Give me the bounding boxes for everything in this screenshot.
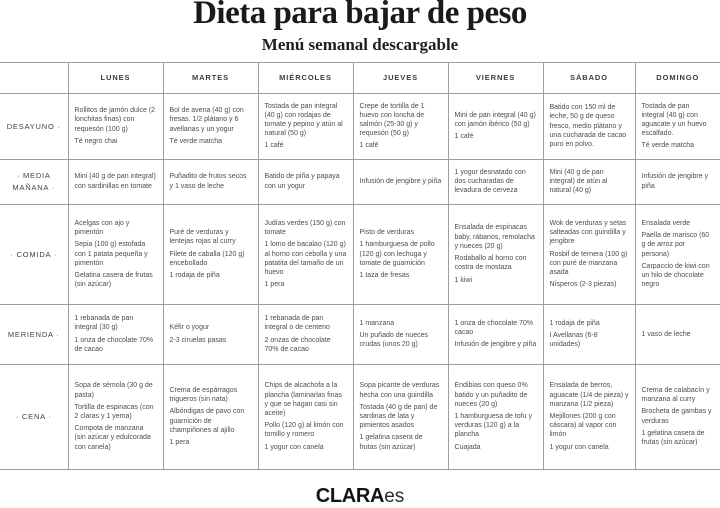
menu-cell	[543, 204, 635, 304]
menu-item-text: Wok de verduras y setas salteadas con guindilla y jengibre	[549, 219, 627, 246]
menu-cell	[448, 204, 543, 304]
menu-item-text: Chips de alcachofa a la plancha (laminarlas finas y que se hagan casi sin aceite)	[264, 382, 342, 417]
menu-item-text: Té negro chai	[74, 137, 118, 145]
menu-cell	[258, 364, 353, 469]
menu-item-text: 1 lomo de bacalao (120 g) al horno con cebolla y una patatita del tamaño de un huevo	[264, 241, 347, 276]
menu-item-text: Mini (40 g de pan integral) de atún al natural (40 g)	[549, 168, 608, 195]
menu-cell	[353, 159, 448, 204]
brand-logo: CLARA	[315, 485, 385, 507]
menu-item-text: Pisto de verduras	[359, 229, 414, 237]
menu-item-text: Batido de piña y papaya con un yogur	[264, 173, 340, 190]
menu-item-text: 1 rodaja de piña	[169, 271, 220, 279]
menu-cell	[163, 159, 258, 204]
meal-row	[0, 304, 720, 364]
menu-cell	[635, 159, 720, 204]
menu-item-text: Judías verdes (150 g) con tomate	[264, 219, 346, 237]
meal-row	[0, 93, 720, 159]
menu-item-text: 1 rebanada de pan integral o de centeno	[264, 315, 330, 332]
day-header: VIERNES	[448, 62, 543, 93]
menu-cell	[258, 204, 353, 304]
menu-item-text: Crepe de tortilla de 1 huevo con loncha de salmón (25-30 g) y requesón (50 g)	[359, 102, 425, 138]
menu-cell	[258, 304, 353, 364]
menu-item-text: Compota de manzana (sin azúcar y edulcorada con canela)	[74, 425, 151, 451]
menu-item-text: 1 café	[359, 142, 379, 150]
menu-item-text: 1 rodaja de piña	[549, 319, 600, 327]
menu-cell	[543, 364, 635, 469]
menu-item-text: 1 vaso de leche	[641, 330, 691, 338]
menu-item-text: Mini (40 g de pan integral) con sardinillas en tomate	[74, 173, 156, 190]
menu-item-text: Té verde matcha	[641, 142, 695, 150]
menu-cell	[353, 304, 448, 364]
menu-item-text: 1 gelatina casera de frutas (sin azúcar)	[359, 434, 423, 451]
menu-item-text: Bol de avena (40 g) con fresas. 1/2 plátano y 6 avellanas y un yogur	[169, 107, 244, 133]
menu-item-text: 1 onza de chocolate 70% cacao	[454, 319, 534, 336]
menu-item-text: Mejillones (200 g con cáscara) al vapor con limón	[549, 413, 617, 439]
menu-item-text: Sopa picante de verduras hecha con una guindilla	[359, 382, 440, 399]
menu-item-text: 1 yogur con canela	[549, 443, 609, 451]
menu-item-text: Ensalada de berros, aguacate (1/4 de pieza) y manzana (1/2 pieza)	[549, 382, 629, 408]
menu-item-text: Cuajada	[454, 443, 481, 451]
meal-row	[0, 364, 720, 469]
menu-item-text: Un puñado de nueces crudas (unos 20 g)	[359, 332, 428, 349]
footer	[0, 485, 720, 508]
menu-item-text: Rollitos de jamón dulce (2 lonchitas finas) con requesón (100 g)	[74, 107, 156, 133]
menu-item-text: 1 café	[264, 142, 284, 150]
menu-cell	[163, 93, 258, 159]
menu-item-text: 2-3 ciruelas pasas	[169, 336, 227, 344]
menu-cell	[258, 159, 353, 204]
menu-item-text: Ensalada verde	[641, 219, 691, 227]
page-title: Dieta para bajar de peso	[193, 0, 527, 31]
menu-item-text: Kéfir o yogur	[169, 324, 210, 332]
brand-domain: es	[384, 486, 405, 507]
menu-item-text: 1 pera	[264, 281, 285, 289]
menu-cell	[448, 364, 543, 469]
menu-cell	[68, 93, 163, 159]
menu-cell	[353, 204, 448, 304]
menu-cell	[635, 204, 720, 304]
menu-cell	[258, 93, 353, 159]
menu-item-text: 1 hamburguesa de pollo (120 g) con lechuga y tomate de guarnición	[359, 241, 435, 267]
menu-item-text: 2 onzas de chocolate 70% de cacao	[264, 336, 331, 353]
menu-cell	[163, 304, 258, 364]
menu-cell	[68, 159, 163, 204]
menu-item-text: Rodaballo al horno con costra de mostaza	[454, 255, 527, 272]
menu-item-text: 1 kiwi	[454, 276, 473, 284]
menu-item-text: Crema de espárragos trigueros (sin nata)	[169, 386, 238, 404]
menu-item-text: I Avellanas (6-8 unidades)	[549, 332, 598, 349]
menu-item-text: Infusión de jengibre y piña	[641, 173, 709, 190]
menu-item-text: 1 café	[454, 133, 474, 141]
day-header: MIÉRCOLES	[258, 62, 353, 93]
day-header: MARTES	[163, 62, 258, 93]
menu-item-text: Filete de caballa (120 g) encebollado	[169, 250, 245, 267]
menu-cell	[68, 364, 163, 469]
corner-cell	[0, 62, 68, 93]
meal-row	[0, 159, 720, 204]
meal-label: · MEDIA MAÑANA ·	[0, 159, 68, 204]
menu-item-text: Gelatina casera de frutas (sin azúcar)	[74, 271, 153, 289]
menu-item-text: Acelgas con ajo y pimentón	[74, 219, 130, 237]
meal-label: DESAYUNO ·	[0, 93, 68, 159]
menu-item-text: Té verde matcha	[169, 137, 223, 145]
menu-cell	[635, 364, 720, 469]
menu-item-text: Mini de pan integral (40 g) con jamón ibérico (50 g)	[454, 111, 536, 128]
menu-table-body	[0, 93, 720, 469]
menu-cell	[353, 93, 448, 159]
menu-item-text: Albóndigas de pavo con guarnición de champiñones al ajillo	[169, 408, 245, 434]
day-header: DOMINGO	[635, 62, 720, 93]
menu-item-text: 1 onza de chocolate 70% de cacao	[74, 336, 154, 353]
menu-item-text: 1 yogur con canela	[264, 443, 324, 451]
menu-item-text: Ensalada de espinacas baby, rábanos, remolacha y nueces (20 g)	[454, 224, 535, 250]
menu-cell	[448, 159, 543, 204]
weekly-menu-table	[0, 62, 720, 470]
menu-item-text: 1 rebanada de pan integral (30 g)	[74, 315, 134, 332]
menu-cell	[163, 204, 258, 304]
menu-item-text: Tostada de pan integral (40 g) con aguacate y un huevo escalfado.	[641, 102, 707, 138]
menu-cell	[353, 364, 448, 469]
menu-item-text: 1 hamburguesa de tofu y verduras (120 g) a la plancha	[454, 413, 532, 439]
menu-cell	[543, 304, 635, 364]
menu-item-text: Sopa de sémola (30 g de pasta)	[74, 382, 153, 399]
menu-item-text: Batido con 150 ml de leche, 50 g de queso fresco, medio plátano y una cucharada de cacao puro en polvo.	[549, 104, 627, 148]
meal-label: · CENA ·	[0, 364, 68, 469]
menu-cell	[68, 204, 163, 304]
meal-label: · COMIDA ·	[0, 204, 68, 304]
menu-cell	[448, 93, 543, 159]
menu-item-text: Infusión de jengibre y piña	[454, 341, 537, 349]
menu-item-text: Puñadito de frutos secos y 1 vaso de leche	[169, 173, 247, 190]
menu-item-text: Sepia (100 g) estofada con 1 patata pequeña y pimentón	[74, 241, 148, 267]
menu-cell	[543, 93, 635, 159]
menu-cell	[543, 159, 635, 204]
menu-item-text: Nísperos (2-3 piezas)	[549, 281, 617, 289]
day-header: JUEVES	[353, 62, 448, 93]
menu-item-text: Tostada de pan integral (40 g) con rodajas de tomate y pepino y atún al natural (50 g)	[264, 102, 343, 138]
menu-item-text: 1 pera	[169, 439, 190, 447]
menu-cell	[163, 364, 258, 469]
menu-item-text: 1 manzana	[359, 319, 395, 327]
menu-item-text: Pollo (120 g) al limón con tomillo y romero	[264, 422, 344, 439]
menu-item-text: Carpaccio de kiwi con un hilo de chocolate negro	[641, 262, 710, 289]
day-header-row	[0, 62, 720, 93]
menu-item-text: Brocheta de gambas y verduras	[641, 408, 712, 425]
menu-cell	[635, 304, 720, 364]
menu-cell	[68, 304, 163, 364]
meal-label: MERIENDA ·	[0, 304, 68, 364]
day-header: LUNES	[68, 62, 163, 93]
menu-item-text: Tostada (40 g de pan) de sardinas de lata y pimientos asados	[359, 403, 438, 430]
meal-row	[0, 204, 720, 304]
menu-item-text: 1 taza de fresas	[359, 271, 410, 279]
menu-item-text: 1 yogur desnatado con dos cucharadas de levadura de cerveza	[454, 168, 526, 195]
menu-item-text: Infusión de jengibre y piña	[359, 178, 442, 185]
page-subtitle: Menú semanal descargable	[261, 34, 459, 54]
menu-item-text: 1 gelatina casera de frutas (sin azúcar)	[641, 429, 705, 447]
menu-cell	[448, 304, 543, 364]
menu-item-text: Tortilla de espinacas (con 2 claras y 1 yema)	[74, 403, 154, 420]
menu-item-text: Rosbif de ternera (100 g) con puré de manzana asada	[549, 250, 628, 276]
menu-cell	[635, 93, 720, 159]
day-header: SÁBADO	[543, 62, 635, 93]
menu-item-text: Paella de marisco (60 g de arroz por persona)	[641, 232, 710, 258]
menu-item-text: Puré de verduras y lentejas rojas al curry	[169, 229, 236, 246]
menu-item-text: Endibias con queso 0% batido y un puñadito de nueces (20 g)	[454, 382, 528, 408]
menu-item-text: Crema de calabacín y manzana al curry	[641, 386, 710, 404]
